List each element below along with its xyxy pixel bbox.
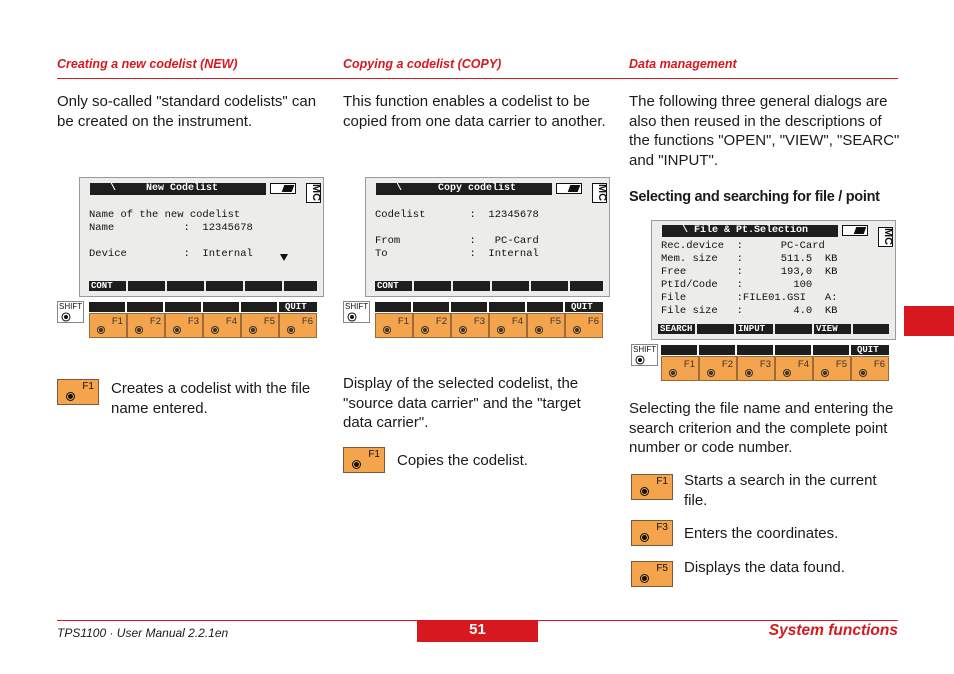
battery-icon [556, 183, 582, 194]
shift-key[interactable]: SHIFT [631, 344, 658, 366]
f3-key[interactable]: F3 [165, 313, 203, 338]
screen-title: \ New Codelist [90, 183, 266, 195]
screen-line: File :FILE01.GSI A: [661, 292, 838, 304]
key-top-empty [127, 302, 163, 312]
key-top-empty [527, 302, 563, 312]
f1-key[interactable]: F1 [89, 313, 127, 338]
screen-line: Device : Internal [89, 248, 253, 260]
chapter-tab-marker [904, 306, 954, 336]
mc-icon: MC [878, 227, 893, 247]
f3-key[interactable]: F3 [451, 313, 489, 338]
softkey-input[interactable]: INPUT [736, 324, 773, 334]
battery-icon [842, 225, 868, 236]
f1-key-icon: F1 [343, 447, 385, 473]
softkey-empty [453, 281, 490, 291]
col3-description: Selecting the file name and entering the search criterion and the complete point number or code number. [629, 400, 894, 456]
f3-key-icon: F3 [631, 520, 673, 546]
softkey-empty [128, 281, 165, 291]
screen-line: File size : 4.0 KB [661, 305, 838, 317]
file-point-selection-screen [651, 220, 896, 340]
softkey-empty [697, 324, 734, 334]
key-top-empty [813, 345, 849, 355]
col2-description: Display of the selected codelist, the "source data carrier" and the "target data carrier". [343, 375, 581, 431]
quit-key-label: QUIT [565, 302, 603, 312]
f3-key[interactable]: F3 [737, 356, 775, 381]
section-heading-new: Creating a new codelist (NEW) [57, 57, 238, 71]
f4-key[interactable]: F4 [489, 313, 527, 338]
f5-key[interactable]: F5 [813, 356, 851, 381]
key-top-empty [89, 302, 125, 312]
key-top-empty [699, 345, 735, 355]
softkey-empty [492, 281, 529, 291]
softkey-search[interactable]: SEARCH [658, 324, 695, 334]
col2-intro: This function enables a codelist to be copied from one data carrier to another. [343, 93, 606, 130]
new-codelist-screen [79, 177, 324, 297]
f6-key[interactable]: F6 [279, 313, 317, 338]
softkey-empty [853, 324, 889, 334]
screen-line: Free : 193,0 KB [661, 266, 838, 278]
f2-key[interactable]: F2 [127, 313, 165, 338]
scroll-down-arrow-icon [280, 254, 288, 261]
page-number: 51 [417, 620, 538, 642]
softkey-empty [414, 281, 451, 291]
col2-key-description: Copies the codelist. [397, 452, 528, 469]
screen-line: Rec.device : PC-Card [661, 240, 825, 252]
f5-key[interactable]: F5 [241, 313, 279, 338]
f6-key[interactable]: F6 [851, 356, 889, 381]
f4-key[interactable]: F4 [775, 356, 813, 381]
col1-intro: Only so-called "standard codelists" can be created on the instrument. [57, 93, 317, 130]
action-description: Starts a search in the current file. [684, 472, 877, 509]
screen-line: To : Internal [375, 248, 539, 260]
softkey-empty [284, 281, 317, 291]
key-top-empty [241, 302, 277, 312]
screen-title: \ Copy codelist [376, 183, 552, 195]
screen-line: Name : 12345678 [89, 222, 253, 234]
softkey-cont[interactable]: CONT [375, 281, 412, 291]
softkey-empty [245, 281, 282, 291]
mc-icon: MC [592, 183, 607, 203]
section-heading-data-management: Data management [629, 57, 737, 71]
f5-key[interactable]: F5 [527, 313, 565, 338]
screen-line: Codelist : 12345678 [375, 209, 539, 221]
screen-line: From : PC-Card [375, 235, 539, 247]
quit-key-label: QUIT [851, 345, 889, 355]
softkey-view[interactable]: VIEW [814, 324, 851, 334]
key-top-empty [203, 302, 239, 312]
key-top-empty [413, 302, 449, 312]
f2-key[interactable]: F2 [699, 356, 737, 381]
col3-intro: The following three general dialogs are also then reused in the descriptions of the functions "OPEN", "VIEW", "SEARC" and "INPUT". [629, 93, 900, 169]
col1-key-description: Creates a codelist with the file name entered. [111, 380, 311, 417]
footer-chapter-title: System functions [768, 622, 898, 639]
softkey-empty [570, 281, 603, 291]
key-top-empty [489, 302, 525, 312]
battery-icon [270, 183, 296, 194]
action-description: Displays the data found. [684, 559, 845, 576]
subheading-select-search: Selecting and searching for file / point [629, 189, 880, 205]
f5-key-icon: F5 [631, 561, 673, 587]
shift-key[interactable]: SHIFT [343, 301, 370, 323]
f6-key[interactable]: F6 [565, 313, 603, 338]
softkey-cont[interactable]: CONT [89, 281, 126, 291]
screen-line: Name of the new codelist [89, 209, 241, 221]
header-rule [57, 78, 898, 79]
f1-key-icon: F1 [57, 379, 99, 405]
key-top-empty [451, 302, 487, 312]
section-heading-copy: Copying a codelist (COPY) [343, 57, 502, 71]
softkey-empty [531, 281, 568, 291]
key-top-empty [165, 302, 201, 312]
f1-key-icon: F1 [631, 474, 673, 500]
key-top-empty [775, 345, 811, 355]
screen-title: \ File & Pt.Selection [662, 225, 838, 237]
key-top-empty [737, 345, 773, 355]
quit-key-label: QUIT [279, 302, 317, 312]
action-description: Enters the coordinates. [684, 525, 839, 542]
softkey-empty [206, 281, 243, 291]
shift-key[interactable]: SHIFT [57, 301, 84, 323]
copy-codelist-screen [365, 177, 610, 297]
mc-icon: MC [306, 183, 321, 203]
key-top-empty [375, 302, 411, 312]
f4-key[interactable]: F4 [203, 313, 241, 338]
key-top-empty [661, 345, 697, 355]
f1-key[interactable]: F1 [661, 356, 699, 381]
screen-line: PtId/Code : 100 [661, 279, 813, 291]
f2-key[interactable]: F2 [413, 313, 451, 338]
softkey-empty [775, 324, 812, 334]
footer-manual-title: TPS1100 · User Manual 2.2.1en [57, 626, 229, 640]
screen-line: Mem. size : 511.5 KB [661, 253, 838, 265]
softkey-empty [167, 281, 204, 291]
f1-key[interactable]: F1 [375, 313, 413, 338]
